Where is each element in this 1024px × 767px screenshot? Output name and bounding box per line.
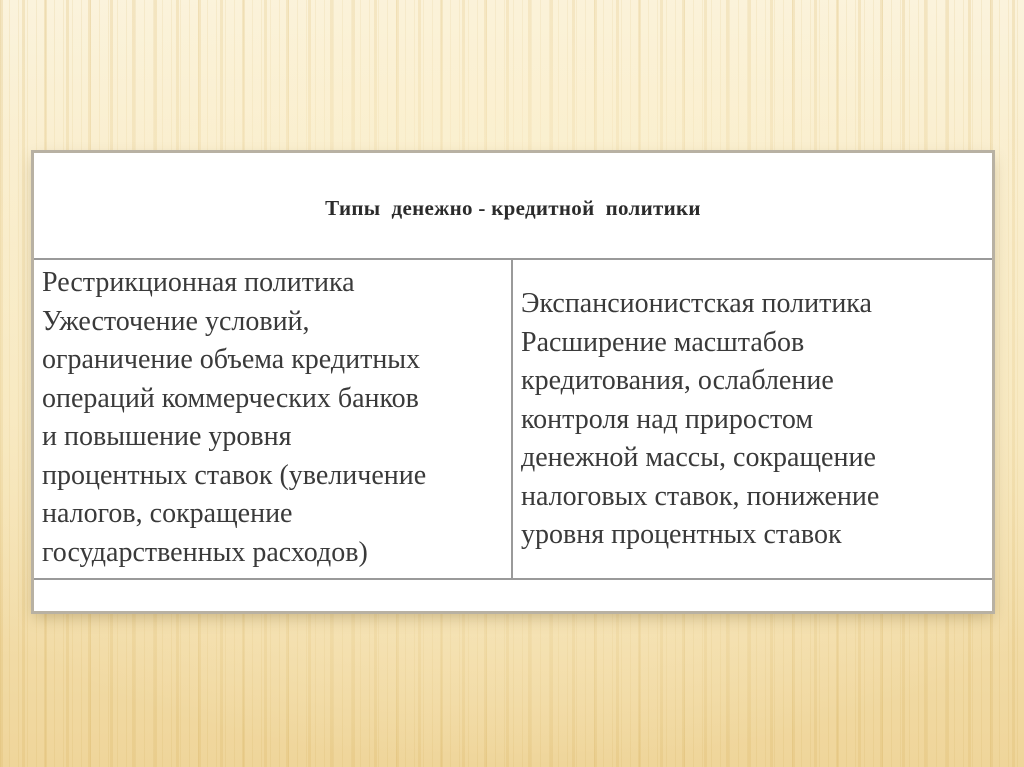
table-title: Типы денежно - кредитной политики bbox=[325, 196, 701, 220]
restrictive-policy-cell bbox=[34, 260, 513, 578]
expansionary-policy-line: контроля над приростом bbox=[521, 403, 814, 435]
expansionary-policy-line: Экспансионистская политика bbox=[521, 288, 872, 319]
restrictive-policy-line: государственных расходов) bbox=[42, 536, 368, 568]
expansionary-policy-line: Расширение масштабов bbox=[521, 326, 805, 358]
table-header-row bbox=[34, 153, 992, 260]
restrictive-policy-line: Рестрикционная политика bbox=[42, 267, 355, 298]
expansionary-policy-line: денежной массы, сокращение bbox=[521, 442, 876, 473]
restrictive-policy-line: и повышение уровня bbox=[42, 421, 292, 452]
restrictive-policy-line: операций коммерческих банков bbox=[42, 382, 419, 414]
expansionary-policy-line: кредитования, ослабление bbox=[521, 365, 834, 396]
restrictive-policy-line: налогов, сокращение bbox=[42, 498, 293, 529]
table-bottom-divider bbox=[34, 578, 992, 580]
restrictive-policy-line: процентных ставок (увеличение bbox=[42, 459, 427, 491]
expansionary-policy-line: налоговых ставок, понижение bbox=[521, 480, 880, 512]
restrictive-policy-line: ограничение объема кредитных bbox=[42, 344, 421, 375]
expansionary-policy-line: уровня процентных ставок bbox=[521, 519, 842, 550]
policy-types-table bbox=[34, 153, 992, 611]
expansionary-policy-cell bbox=[513, 260, 992, 578]
restrictive-policy-line: Ужесточение условий, bbox=[42, 305, 310, 337]
